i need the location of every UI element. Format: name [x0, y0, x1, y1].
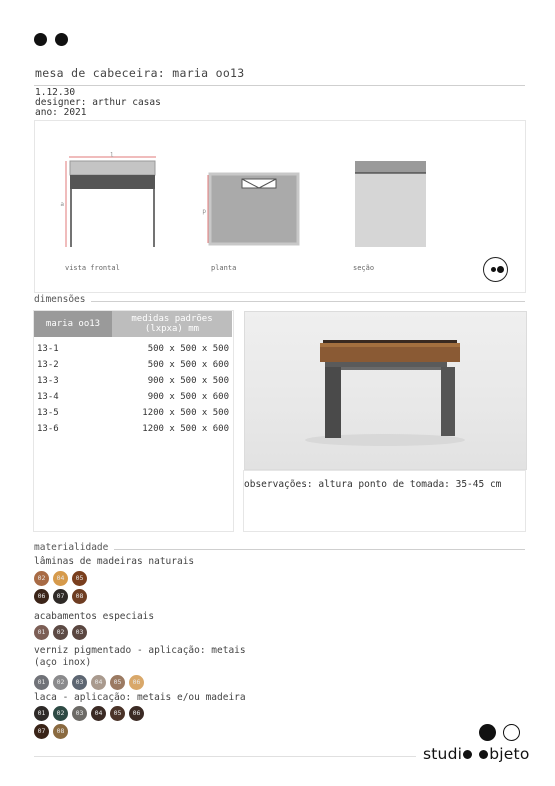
row-size: 1200 x 500 x 600 — [142, 424, 229, 434]
row-size: 900 x 500 x 600 — [147, 392, 229, 402]
brand-wordmark — [423, 745, 530, 763]
dim-l-label: l — [110, 152, 114, 159]
product-code: 1.12.30 — [35, 87, 76, 98]
observations-text: observações: altura ponto de tomada: 35-45 cm — [244, 479, 502, 490]
section-view-drawing — [355, 161, 426, 247]
row-code: 13-1 — [37, 344, 59, 354]
row-size: 900 x 500 x 500 — [147, 376, 229, 386]
brand-dot-outline-icon — [503, 724, 520, 741]
column-header-model: maria oo13 — [34, 311, 112, 337]
dimensions-divider — [34, 301, 525, 302]
dim-a-label: a — [60, 201, 64, 208]
table-row — [34, 389, 232, 405]
column-header-sizes-line1: medidas padrões — [131, 314, 213, 324]
material-group-label: acabamentos especiais — [34, 611, 155, 622]
swatch: 05 — [110, 675, 125, 690]
brand-dot-filled-icon — [479, 724, 496, 741]
swatch: 08 — [72, 589, 87, 604]
table-row — [34, 357, 232, 373]
year-line: ano: 2021 — [35, 107, 87, 118]
swatch: 03 — [72, 625, 87, 640]
material-group-label: lâminas de madeiras naturais — [34, 556, 195, 567]
swatch: 03 — [72, 675, 87, 690]
row-code: 13-4 — [37, 392, 59, 402]
row-code: 13-3 — [37, 376, 59, 386]
plan-view-caption: planta — [211, 264, 237, 272]
front-view-drawing — [60, 152, 156, 247]
page-title: mesa de cabeceira: maria oo13 — [35, 66, 245, 80]
swatch: 05 — [110, 706, 125, 721]
swatch: 04 — [53, 571, 68, 586]
material-group-label-line1: verniz pigmentado - aplicação: metais — [34, 645, 246, 656]
dimensions-table — [34, 311, 232, 437]
designer-line: designer: arthur casas — [35, 97, 161, 108]
brand-dot-1-icon — [463, 750, 472, 759]
swatch: 01 — [34, 675, 49, 690]
row-size: 500 x 500 x 500 — [147, 344, 229, 354]
drawings-panel — [34, 120, 526, 293]
logo-dot-left — [34, 33, 47, 46]
footer-divider — [34, 756, 416, 757]
row-code: 13-6 — [37, 424, 59, 434]
plan-view-drawing — [202, 174, 298, 244]
logo-dot-right — [55, 33, 68, 46]
swatch: 01 — [34, 625, 49, 640]
product-photo — [244, 311, 527, 470]
title-divider — [34, 85, 525, 86]
swatch: 02 — [53, 706, 68, 721]
front-view-caption: vista frontal — [65, 264, 120, 272]
table-row — [34, 373, 232, 389]
dim-p-label: p — [202, 208, 206, 215]
table-row — [34, 337, 232, 357]
brand-dot-2-icon — [479, 750, 488, 759]
product-photo-illustration — [245, 312, 526, 469]
brand-part2: bjeto — [489, 745, 530, 763]
materials-section-label: materialidade — [34, 542, 114, 553]
swatch: 05 — [72, 571, 87, 586]
swatch: 08 — [53, 724, 68, 739]
column-header-sizes — [112, 311, 232, 337]
swatch: 03 — [72, 706, 87, 721]
table-row — [34, 405, 232, 421]
swatch: 02 — [53, 625, 68, 640]
column-header-sizes-line2: (lxpxa) mm — [144, 324, 200, 334]
swatch: 04 — [91, 675, 106, 690]
swatch: 07 — [34, 724, 49, 739]
row-size: 1200 x 500 x 500 — [142, 408, 229, 418]
swatch: 07 — [53, 589, 68, 604]
section-view-caption: seção — [353, 264, 375, 272]
swatch: 04 — [91, 706, 106, 721]
swatch: 06 — [34, 589, 49, 604]
swatch: 02 — [34, 571, 49, 586]
brand-part1: studi — [423, 745, 463, 763]
material-group-label: laca - aplicação: metais e/ou madeira — [34, 692, 246, 703]
product-meta — [35, 88, 161, 118]
swatch: 02 — [53, 675, 68, 690]
swatch: 06 — [129, 675, 144, 690]
swatch: 06 — [129, 706, 144, 721]
brand-circle-icon — [483, 257, 508, 282]
swatch: 01 — [34, 706, 49, 721]
dimensions-section-label: dimensões — [34, 294, 91, 305]
row-size: 500 x 500 x 600 — [147, 360, 229, 370]
material-group-label-line2: (aço inox) — [34, 657, 92, 668]
row-code: 13-5 — [37, 408, 59, 418]
table-row — [34, 421, 232, 437]
material-group-label — [34, 645, 246, 669]
row-code: 13-2 — [37, 360, 59, 370]
